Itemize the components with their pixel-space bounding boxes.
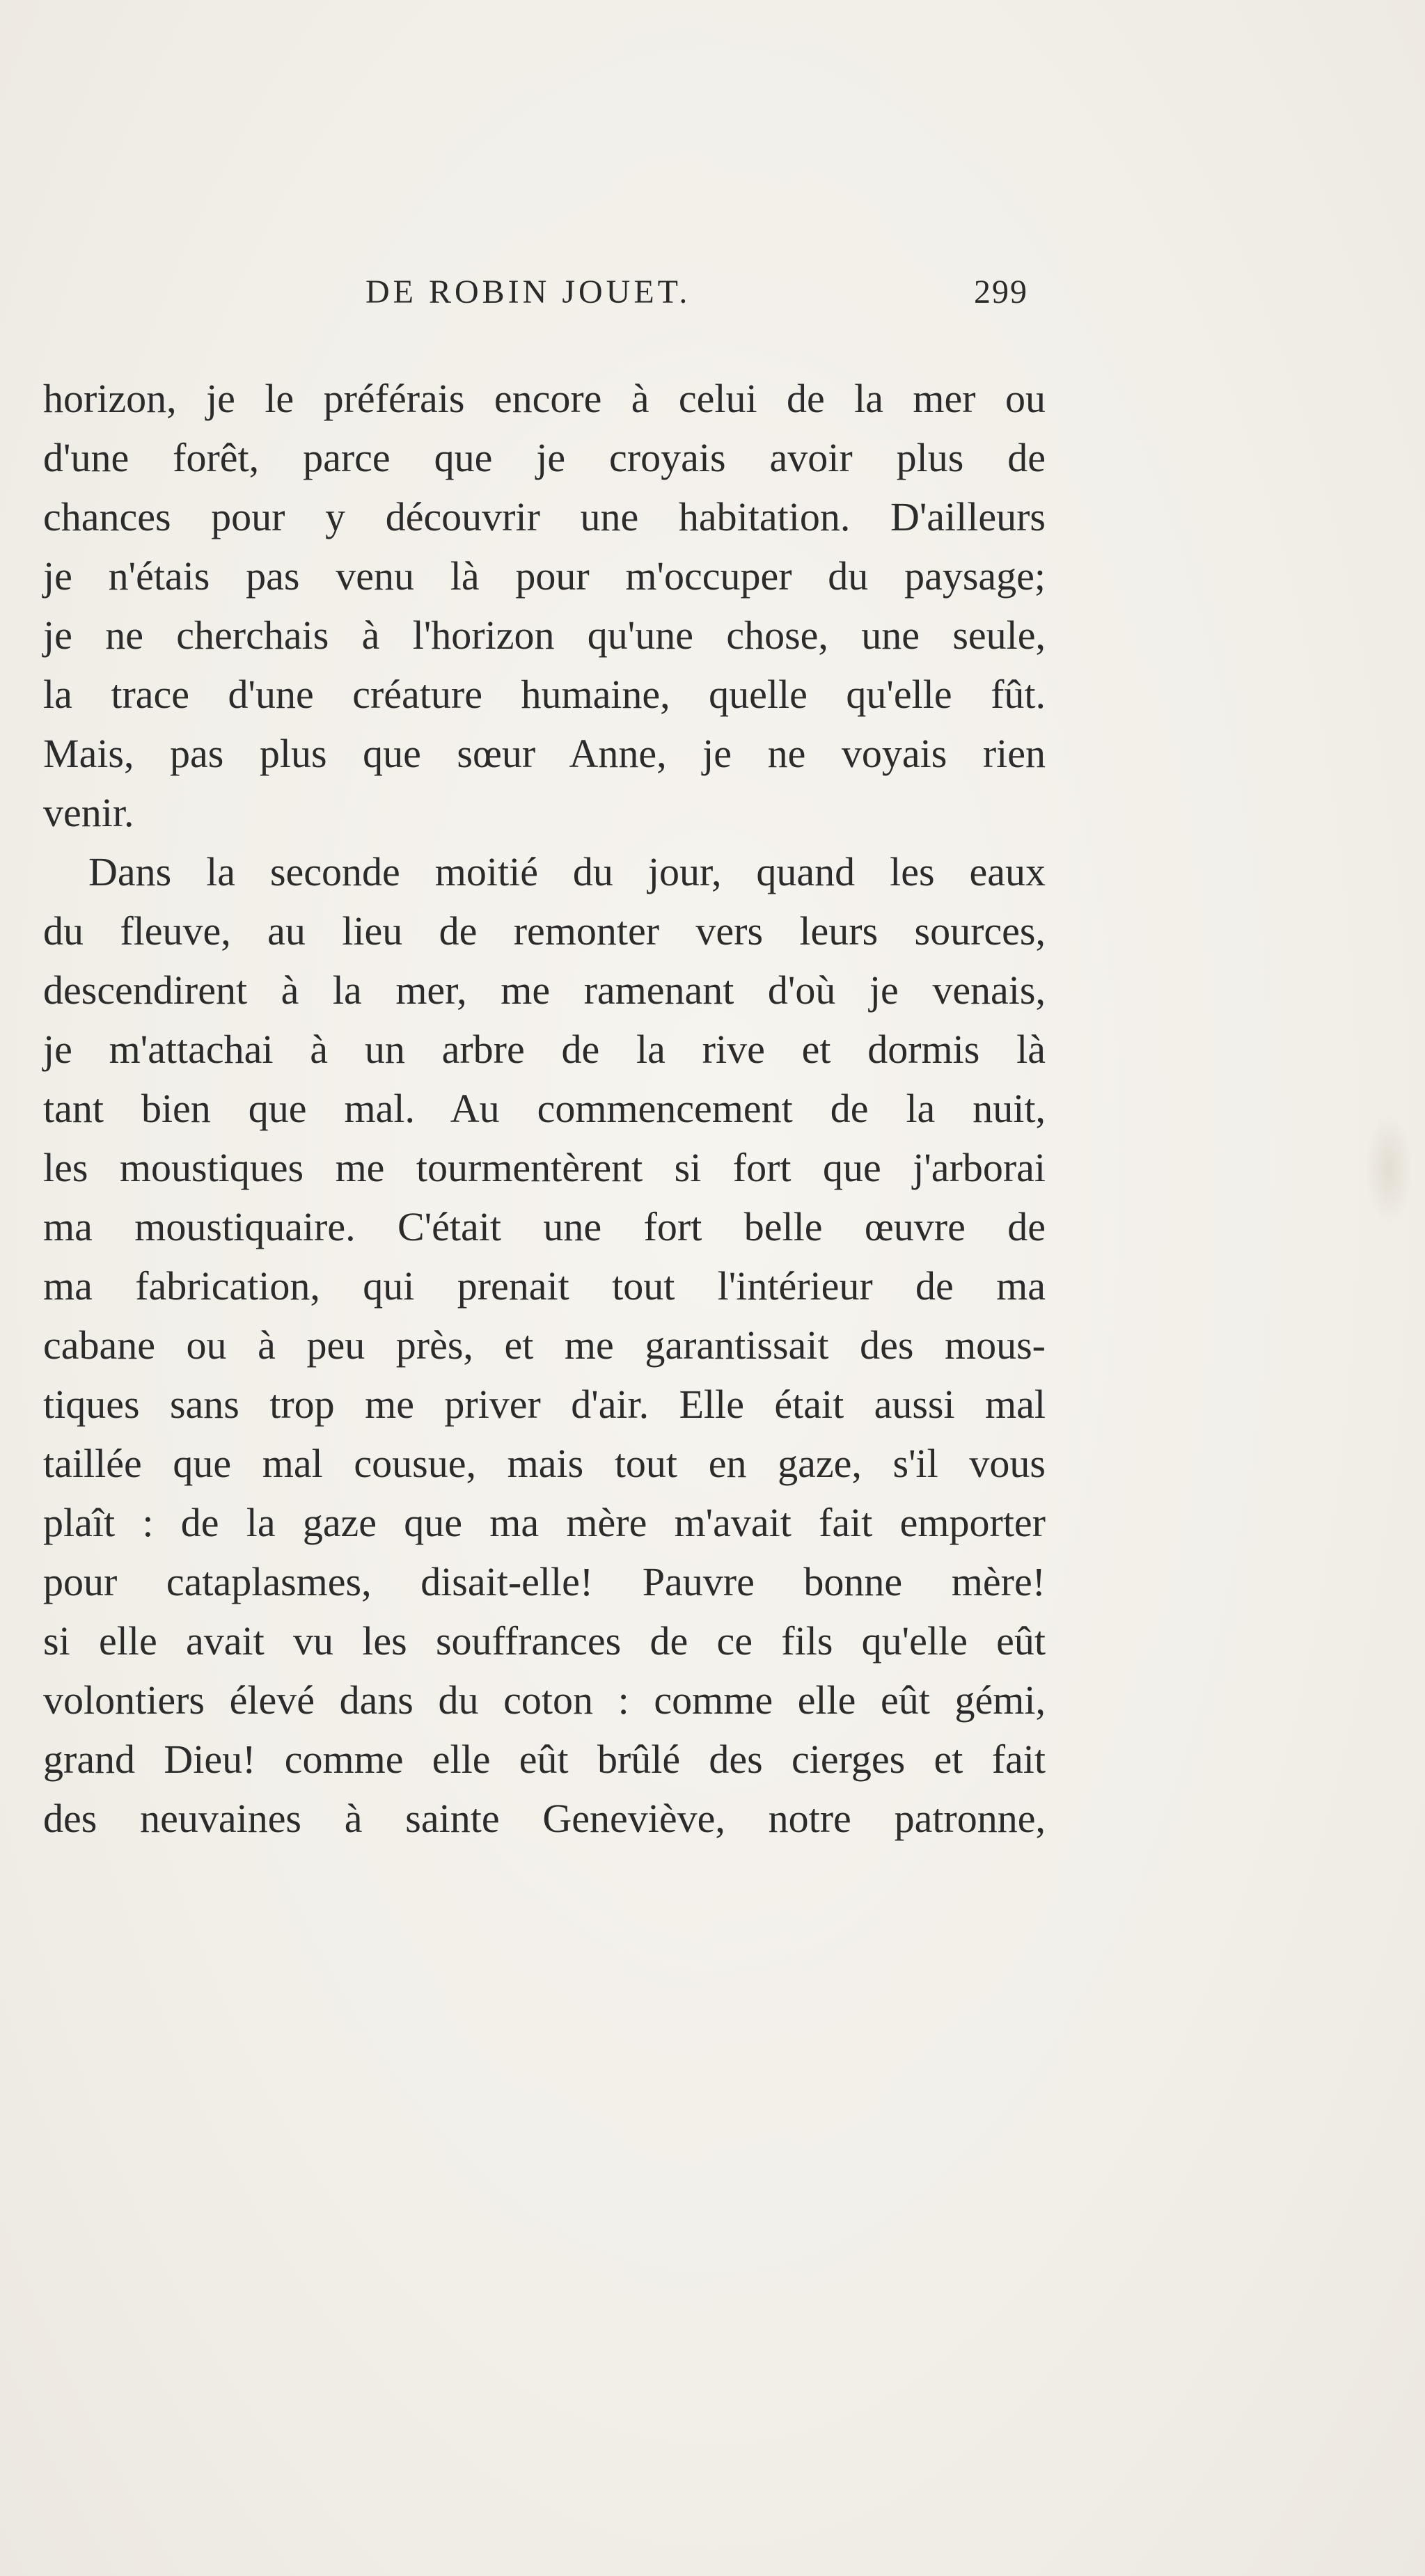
text-line: volontiers élevé dans du coton : comme elle eût gémi,: [43, 1677, 1046, 1723]
text-line: Mais, pas plus que sœur Anne, je ne voyais rien: [43, 731, 1046, 776]
paragraph-start-line: Dans la seconde moitié du jour, quand les eaux: [88, 849, 1046, 894]
text-line: la trace d'une créature humaine, quelle qu'elle fût.: [43, 672, 1046, 717]
text-line: taillée que mal cousue, mais tout en gaze, s'il vous: [43, 1441, 1046, 1486]
text-line: si elle avait vu les souffrances de ce fils qu'elle eût: [43, 1618, 1046, 1664]
text-line: grand Dieu! comme elle eût brûlé des cierges et fait: [43, 1737, 1046, 1782]
text-line: tiques sans trop me priver d'air. Elle était aussi mal: [43, 1382, 1046, 1427]
text-line: d'une forêt, parce que je croyais avoir plus de: [43, 435, 1046, 480]
page-number: 299: [974, 274, 1028, 310]
text-line: plaît : de la gaze que ma mère m'avait fait emporter: [43, 1500, 1046, 1545]
text-line: cabane ou à peu près, et me garantissait des mous-: [43, 1322, 1046, 1368]
text-line: ma fabrication, qui prenait tout l'intérieur de ma: [43, 1263, 1046, 1309]
text-line: des neuvaines à sainte Geneviève, notre patronne,: [43, 1796, 1046, 1841]
text-line: je ne cherchais à l'horizon qu'une chose, une seule,: [43, 613, 1046, 658]
running-title: DE ROBIN JOUET.: [365, 274, 691, 310]
text-line: je n'étais pas venu là pour m'occuper du paysage;: [43, 553, 1046, 599]
text-line: les moustiques me tourmentèrent si fort que j'arborai: [43, 1145, 1046, 1190]
text-line: horizon, je le préférais encore à celui de la mer ou: [43, 376, 1046, 421]
text-line: ma moustiquaire. C'était une fort belle œuvre de: [43, 1204, 1046, 1249]
text-line: descendirent à la mer, me ramenant d'où je venais,: [43, 967, 1046, 1013]
page-header: [365, 264, 1028, 320]
text-line: je m'attachai à un arbre de la rive et dormis là: [43, 1027, 1046, 1072]
text-line: du fleuve, au lieu de remonter vers leurs sources,: [43, 908, 1046, 954]
text-line: tant bien que mal. Au commencement de la nuit,: [43, 1086, 1046, 1131]
text-line: venir.: [43, 790, 134, 835]
text-line: pour cataplasmes, disait-elle! Pauvre bonne mère!: [43, 1559, 1046, 1604]
body-text: [43, 369, 1046, 1848]
text-line: chances pour y découvrir une habitation. D'ailleurs: [43, 494, 1046, 539]
